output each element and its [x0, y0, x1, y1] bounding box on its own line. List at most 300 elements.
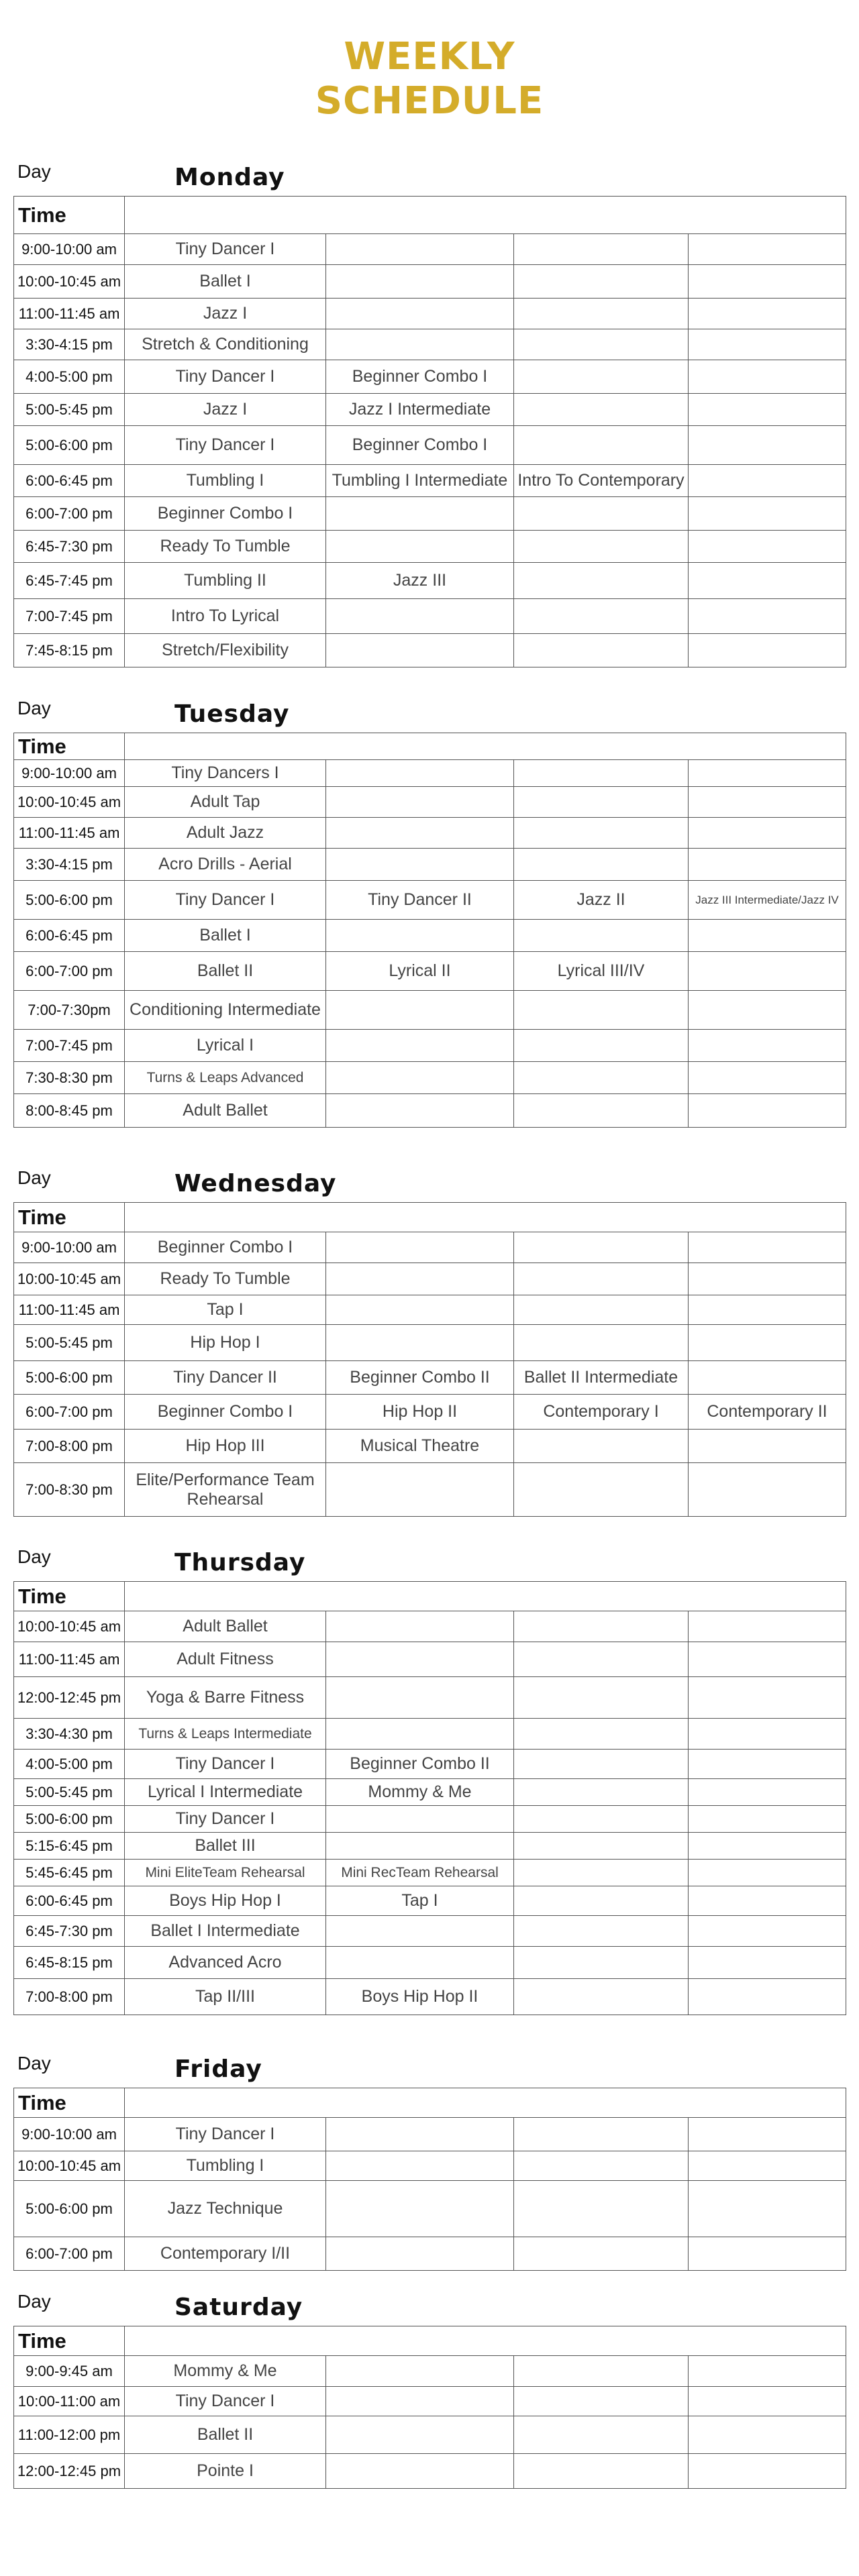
- time-cell: 11:00-12:00 pm: [14, 2416, 125, 2454]
- time-header: Time: [14, 733, 125, 760]
- class-cell: [689, 497, 846, 531]
- class-cell: Adult Ballet: [125, 1094, 326, 1128]
- time-cell: 5:00-6:00 pm: [14, 881, 125, 920]
- time-cell: 5:00-5:45 pm: [14, 394, 125, 426]
- class-cell: [514, 1833, 689, 1860]
- class-cell: [514, 394, 689, 426]
- class-cell: [689, 599, 846, 634]
- day-name: Thursday: [174, 1549, 306, 1576]
- table-row: [14, 787, 846, 818]
- table-row: [14, 497, 846, 531]
- class-cell: Musical Theatre: [326, 1430, 514, 1463]
- class-cell: [514, 849, 689, 881]
- table-row: [14, 1860, 846, 1886]
- time-cell: 7:00-7:45 pm: [14, 1030, 125, 1062]
- class-cell: Yoga & Barre Fitness: [125, 1677, 326, 1719]
- time-cell: 6:45-7:30 pm: [14, 1916, 125, 1947]
- class-cell: [689, 787, 846, 818]
- table-row: [14, 1430, 846, 1463]
- class-cell: [689, 2454, 846, 2489]
- table-row: [14, 265, 846, 299]
- class-cell: [326, 787, 514, 818]
- class-cell: [326, 1325, 514, 1361]
- class-cell: [326, 1833, 514, 1860]
- class-cell: [326, 1642, 514, 1677]
- day-name: Friday: [174, 2055, 262, 2083]
- table-row: [14, 1979, 846, 2015]
- class-cell: [514, 329, 689, 360]
- table-row: [14, 1263, 846, 1295]
- class-cell: [326, 1677, 514, 1719]
- table-row: [14, 1030, 846, 1062]
- time-cell: 5:45-6:45 pm: [14, 1860, 125, 1886]
- time-cell: 10:00-10:45 am: [14, 1263, 125, 1295]
- table-row: [14, 1094, 846, 1128]
- class-cell: [514, 634, 689, 667]
- class-cell: Boys Hip Hop II: [326, 1979, 514, 2015]
- table-row: [14, 1361, 846, 1395]
- class-cell: [326, 2151, 514, 2181]
- class-cell: Stretch & Conditioning: [125, 329, 326, 360]
- class-cell: [514, 1750, 689, 1779]
- class-cell: [514, 818, 689, 849]
- time-cell: 6:00-7:00 pm: [14, 952, 125, 991]
- class-cell: Tiny Dancers I: [125, 760, 326, 787]
- class-cell: Contemporary I: [514, 1395, 689, 1430]
- day-label: Day: [17, 161, 51, 182]
- class-cell: [514, 234, 689, 265]
- table-row: [14, 1463, 846, 1517]
- time-cell: 6:45-7:30 pm: [14, 531, 125, 563]
- table-row: [14, 360, 846, 394]
- class-cell: Lyrical III/IV: [514, 952, 689, 991]
- class-cell: [326, 2416, 514, 2454]
- table-row: [14, 1611, 846, 1642]
- class-cell: Hip Hop I: [125, 1325, 326, 1361]
- class-cell: [514, 531, 689, 563]
- time-cell: 10:00-10:45 am: [14, 2151, 125, 2181]
- time-header: Time: [14, 2326, 125, 2356]
- header-cell: [125, 2326, 846, 2356]
- time-cell: 12:00-12:45 pm: [14, 2454, 125, 2489]
- schedule-table: [13, 2326, 846, 2489]
- class-cell: [514, 563, 689, 599]
- class-cell: [514, 920, 689, 952]
- class-cell: [326, 1030, 514, 1062]
- time-cell: 11:00-11:45 am: [14, 299, 125, 329]
- time-cell: 11:00-11:45 am: [14, 1642, 125, 1677]
- table-row: [14, 329, 846, 360]
- class-cell: Beginner Combo I: [125, 1395, 326, 1430]
- table-row: [14, 531, 846, 563]
- class-cell: Tiny Dancer II: [326, 881, 514, 920]
- class-cell: [689, 2237, 846, 2271]
- class-cell: [326, 2237, 514, 2271]
- class-cell: [326, 1263, 514, 1295]
- class-cell: Tumbling I: [125, 465, 326, 497]
- class-cell: Ready To Tumble: [125, 531, 326, 563]
- class-cell: Ballet I: [125, 265, 326, 299]
- time-cell: 10:00-11:00 am: [14, 2387, 125, 2416]
- class-cell: Beginner Combo II: [326, 1361, 514, 1395]
- time-cell: 5:00-6:00 pm: [14, 2181, 125, 2237]
- header-cell: [125, 1203, 846, 1232]
- day-label: Day: [17, 1167, 51, 1188]
- time-cell: 3:30-4:15 pm: [14, 329, 125, 360]
- class-cell: Adult Fitness: [125, 1642, 326, 1677]
- class-cell: [326, 634, 514, 667]
- header-cell: [125, 733, 846, 760]
- class-cell: [689, 1806, 846, 1833]
- class-cell: Beginner Combo II: [326, 1750, 514, 1779]
- table-row: [14, 2151, 846, 2181]
- time-cell: 3:30-4:15 pm: [14, 849, 125, 881]
- class-cell: [514, 1916, 689, 1947]
- class-cell: [514, 1295, 689, 1325]
- class-cell: Advanced Acro: [125, 1947, 326, 1979]
- class-cell: [514, 1611, 689, 1642]
- header-cell: [125, 1582, 846, 1611]
- class-cell: [514, 1030, 689, 1062]
- class-cell: Tiny Dancer I: [125, 2118, 326, 2151]
- time-cell: 9:00-10:00 am: [14, 1232, 125, 1263]
- table-row: [14, 760, 846, 787]
- class-cell: Jazz I: [125, 394, 326, 426]
- class-cell: [689, 818, 846, 849]
- class-cell: [689, 329, 846, 360]
- class-cell: Hip Hop II: [326, 1395, 514, 1430]
- class-cell: Tiny Dancer I: [125, 360, 326, 394]
- table-row: [14, 234, 846, 265]
- class-cell: [689, 1295, 846, 1325]
- class-cell: [689, 2181, 846, 2237]
- header-cell: [125, 197, 846, 234]
- table-header-row: [14, 2088, 846, 2118]
- class-cell: Lyrical II: [326, 952, 514, 991]
- class-cell: [514, 2181, 689, 2237]
- time-cell: 6:00-7:00 pm: [14, 1395, 125, 1430]
- table-row: [14, 818, 846, 849]
- time-cell: 6:00-6:45 pm: [14, 465, 125, 497]
- class-cell: [689, 760, 846, 787]
- table-row: [14, 2387, 846, 2416]
- class-cell: [689, 234, 846, 265]
- class-cell: Conditioning Intermediate: [125, 991, 326, 1030]
- table-row: [14, 1395, 846, 1430]
- class-cell: Jazz I: [125, 299, 326, 329]
- class-cell: [689, 1947, 846, 1979]
- class-cell: Jazz I Intermediate: [326, 394, 514, 426]
- class-cell: [326, 299, 514, 329]
- class-cell: [326, 2387, 514, 2416]
- class-cell: Tap I: [125, 1295, 326, 1325]
- schedule-table: [13, 733, 846, 1128]
- time-cell: 10:00-10:45 am: [14, 265, 125, 299]
- class-cell: Adult Ballet: [125, 1611, 326, 1642]
- class-cell: [326, 2118, 514, 2151]
- class-cell: [514, 2118, 689, 2151]
- table-header-row: [14, 1203, 846, 1232]
- table-row: [14, 1062, 846, 1094]
- class-cell: Tap II/III: [125, 1979, 326, 2015]
- class-cell: [326, 531, 514, 563]
- table-row: [14, 1295, 846, 1325]
- class-cell: [514, 991, 689, 1030]
- class-cell: [514, 2387, 689, 2416]
- class-cell: [514, 599, 689, 634]
- page-title: [0, 35, 859, 123]
- class-cell: [514, 265, 689, 299]
- class-cell: [689, 465, 846, 497]
- table-row: [14, 1916, 846, 1947]
- table-row: [14, 426, 846, 465]
- table-row: [14, 1750, 846, 1779]
- table-row: [14, 1833, 846, 1860]
- table-row: [14, 2454, 846, 2489]
- class-cell: Turns & Leaps Intermediate: [125, 1719, 326, 1750]
- class-cell: Ballet II Intermediate: [514, 1361, 689, 1395]
- class-cell: Jazz III: [326, 563, 514, 599]
- time-cell: 9:00-10:00 am: [14, 760, 125, 787]
- time-cell: 3:30-4:30 pm: [14, 1719, 125, 1750]
- class-cell: [326, 991, 514, 1030]
- title-line-1: WEEKLY: [344, 35, 515, 78]
- table-header-row: [14, 2326, 846, 2356]
- class-cell: [689, 920, 846, 952]
- class-cell: [514, 299, 689, 329]
- class-cell: [326, 234, 514, 265]
- class-cell: Ballet I: [125, 920, 326, 952]
- table-header-row: [14, 197, 846, 234]
- class-cell: [514, 1642, 689, 1677]
- time-cell: 5:00-6:00 pm: [14, 1361, 125, 1395]
- class-cell: Mini EliteTeam Rehearsal: [125, 1860, 326, 1886]
- time-cell: 5:00-6:00 pm: [14, 1806, 125, 1833]
- class-cell: Adult Jazz: [125, 818, 326, 849]
- class-cell: [326, 1947, 514, 1979]
- time-cell: 8:00-8:45 pm: [14, 1094, 125, 1128]
- class-cell: [689, 426, 846, 465]
- class-cell: [689, 394, 846, 426]
- table-row: [14, 2416, 846, 2454]
- header-cell: [125, 2088, 846, 2118]
- time-cell: 4:00-5:00 pm: [14, 360, 125, 394]
- class-cell: [689, 1030, 846, 1062]
- class-cell: [326, 1062, 514, 1094]
- table-row: [14, 1806, 846, 1833]
- class-cell: Lyrical I: [125, 1030, 326, 1062]
- class-cell: [514, 2151, 689, 2181]
- class-cell: [514, 1806, 689, 1833]
- table-row: [14, 599, 846, 634]
- table-row: [14, 2118, 846, 2151]
- class-cell: [326, 265, 514, 299]
- class-cell: [514, 1232, 689, 1263]
- time-cell: 6:00-6:45 pm: [14, 920, 125, 952]
- class-cell: [689, 360, 846, 394]
- time-cell: 7:30-8:30 pm: [14, 1062, 125, 1094]
- class-cell: Beginner Combo I: [125, 1232, 326, 1263]
- class-cell: [326, 849, 514, 881]
- class-cell: [326, 2181, 514, 2237]
- class-cell: Elite/Performance Team Rehearsal: [125, 1463, 326, 1517]
- table-row: [14, 2356, 846, 2387]
- class-cell: Ready To Tumble: [125, 1263, 326, 1295]
- class-cell: [514, 1325, 689, 1361]
- time-cell: 5:15-6:45 pm: [14, 1833, 125, 1860]
- class-cell: [514, 1779, 689, 1806]
- class-cell: Jazz III Intermediate/Jazz IV: [689, 881, 846, 920]
- class-cell: [514, 2454, 689, 2489]
- class-cell: [689, 1979, 846, 2015]
- class-cell: [514, 1979, 689, 2015]
- time-cell: 5:00-5:45 pm: [14, 1325, 125, 1361]
- time-cell: 11:00-11:45 am: [14, 818, 125, 849]
- table-row: [14, 1325, 846, 1361]
- class-cell: [514, 2237, 689, 2271]
- class-cell: [514, 1263, 689, 1295]
- time-cell: 10:00-10:45 am: [14, 1611, 125, 1642]
- class-cell: Pointe I: [125, 2454, 326, 2489]
- class-cell: Acro Drills - Aerial: [125, 849, 326, 881]
- class-cell: [326, 920, 514, 952]
- class-cell: [689, 1325, 846, 1361]
- class-cell: [689, 952, 846, 991]
- class-cell: [689, 563, 846, 599]
- class-cell: [689, 849, 846, 881]
- class-cell: [689, 1361, 846, 1395]
- table-row: [14, 920, 846, 952]
- day-label: Day: [17, 698, 51, 718]
- class-cell: Mommy & Me: [125, 2356, 326, 2387]
- schedule-table: [13, 196, 846, 667]
- class-cell: [689, 1642, 846, 1677]
- class-cell: [326, 760, 514, 787]
- table-row: [14, 2237, 846, 2271]
- class-cell: [689, 1750, 846, 1779]
- class-cell: Adult Tap: [125, 787, 326, 818]
- class-cell: Beginner Combo I: [326, 360, 514, 394]
- class-cell: [326, 329, 514, 360]
- class-cell: [514, 2416, 689, 2454]
- class-cell: [326, 1295, 514, 1325]
- time-cell: 7:00-7:45 pm: [14, 599, 125, 634]
- table-header-row: [14, 733, 846, 760]
- class-cell: Tiny Dancer I: [125, 881, 326, 920]
- class-cell: [326, 599, 514, 634]
- class-cell: Tiny Dancer I: [125, 234, 326, 265]
- class-cell: Beginner Combo I: [326, 426, 514, 465]
- class-cell: [514, 426, 689, 465]
- time-cell: 10:00-10:45 am: [14, 787, 125, 818]
- class-cell: [514, 1094, 689, 1128]
- class-cell: [326, 1611, 514, 1642]
- class-cell: [689, 2387, 846, 2416]
- class-cell: [514, 1886, 689, 1916]
- schedule-table: [13, 1581, 846, 2015]
- table-row: [14, 849, 846, 881]
- time-header: Time: [14, 1203, 125, 1232]
- class-cell: Stretch/Flexibility: [125, 634, 326, 667]
- time-cell: 6:45-8:15 pm: [14, 1947, 125, 1979]
- class-cell: [689, 1430, 846, 1463]
- time-cell: 9:00-10:00 am: [14, 234, 125, 265]
- table-row: [14, 1947, 846, 1979]
- class-cell: [689, 2151, 846, 2181]
- class-cell: [689, 991, 846, 1030]
- time-cell: 12:00-12:45 pm: [14, 1677, 125, 1719]
- class-cell: [689, 2416, 846, 2454]
- class-cell: [689, 531, 846, 563]
- table-row: [14, 299, 846, 329]
- time-cell: 6:45-7:45 pm: [14, 563, 125, 599]
- class-cell: [326, 2454, 514, 2489]
- time-cell: 7:00-8:00 pm: [14, 1979, 125, 2015]
- day-label: Day: [17, 2053, 51, 2074]
- class-cell: [689, 1916, 846, 1947]
- time-cell: 7:00-7:30pm: [14, 991, 125, 1030]
- class-cell: [514, 1860, 689, 1886]
- class-cell: [689, 1611, 846, 1642]
- day-name: Tuesday: [174, 700, 290, 728]
- table-row: [14, 1677, 846, 1719]
- time-cell: 9:00-9:45 am: [14, 2356, 125, 2387]
- time-cell: 5:00-5:45 pm: [14, 1779, 125, 1806]
- table-row: [14, 1886, 846, 1916]
- table-row: [14, 394, 846, 426]
- time-header: Time: [14, 197, 125, 234]
- class-cell: [689, 1779, 846, 1806]
- class-cell: [326, 2356, 514, 2387]
- class-cell: Ballet I Intermediate: [125, 1916, 326, 1947]
- class-cell: [689, 265, 846, 299]
- table-row: [14, 2181, 846, 2237]
- class-cell: Tumbling II: [125, 563, 326, 599]
- class-cell: Lyrical I Intermediate: [125, 1779, 326, 1806]
- class-cell: Tiny Dancer I: [125, 1750, 326, 1779]
- class-cell: [326, 1916, 514, 1947]
- class-cell: Tap I: [326, 1886, 514, 1916]
- class-cell: Ballet II: [125, 2416, 326, 2454]
- class-cell: Contemporary I/II: [125, 2237, 326, 2271]
- class-cell: Jazz II: [514, 881, 689, 920]
- class-cell: Mommy & Me: [326, 1779, 514, 1806]
- class-cell: Tiny Dancer II: [125, 1361, 326, 1395]
- schedule-table: [13, 1202, 846, 1517]
- class-cell: Turns & Leaps Advanced: [125, 1062, 326, 1094]
- day-label: Day: [17, 1546, 51, 1567]
- table-row: [14, 991, 846, 1030]
- class-cell: [514, 1430, 689, 1463]
- class-cell: [689, 1860, 846, 1886]
- class-cell: [689, 1719, 846, 1750]
- class-cell: [689, 1677, 846, 1719]
- class-cell: [514, 1062, 689, 1094]
- class-cell: Contemporary II: [689, 1395, 846, 1430]
- class-cell: Jazz Technique: [125, 2181, 326, 2237]
- time-cell: 7:00-8:00 pm: [14, 1430, 125, 1463]
- class-cell: Tiny Dancer I: [125, 1806, 326, 1833]
- class-cell: [326, 1232, 514, 1263]
- day-name: Wednesday: [174, 1170, 337, 1197]
- class-cell: [514, 2356, 689, 2387]
- day-name: Monday: [174, 164, 285, 191]
- class-cell: Tiny Dancer I: [125, 426, 326, 465]
- class-cell: Boys Hip Hop I: [125, 1886, 326, 1916]
- time-cell: 7:00-8:30 pm: [14, 1463, 125, 1517]
- class-cell: Beginner Combo I: [125, 497, 326, 531]
- class-cell: [689, 1232, 846, 1263]
